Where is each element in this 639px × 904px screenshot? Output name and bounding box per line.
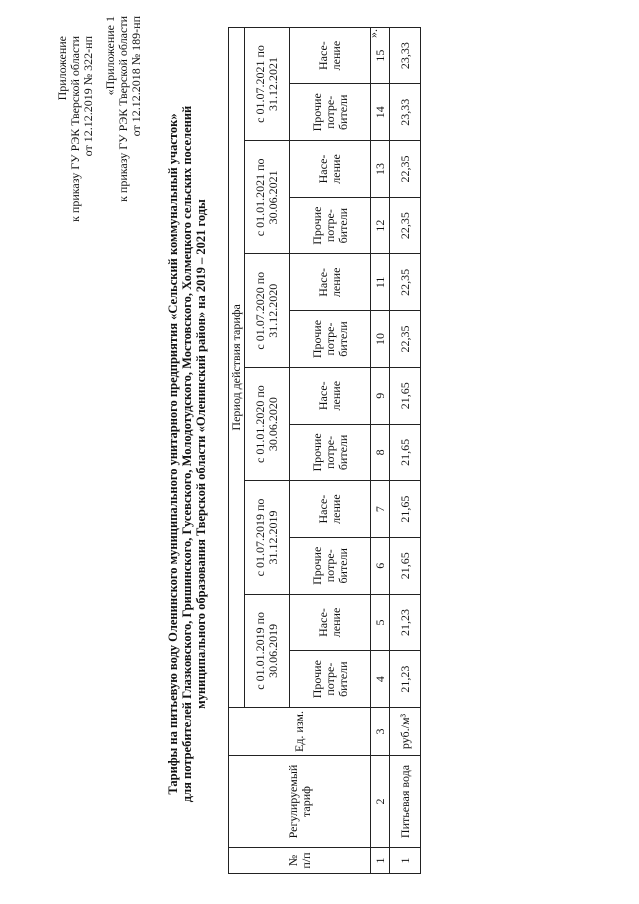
column-index: 4 [371,651,390,708]
period-cell: с 01.01.2020 по 30.06.2020 [245,367,290,480]
consumer-population: Насе-ление [290,254,371,311]
consumer-other: Прочие потре-бители [290,424,371,481]
period-cell: с 01.07.2020 по 31.12.2020 [245,254,290,367]
title-line: Тарифы на питьевую воду Оленинского муниципального унитарного предприятия «Сельский коммунальный участок» [166,113,180,795]
tariff-value: 21,23 [390,594,421,651]
consumer-population: Насе-ление [290,27,371,84]
tariff-value: 22,35 [390,197,421,254]
consumer-other: Прочие потре-бители [290,197,371,254]
column-index: 9 [371,367,390,424]
header-row-period-label [229,27,245,873]
column-index: 11 [371,254,390,311]
title-line: муниципального образования Тверской области «Оленинский район» на 2019 – 2021 годы [194,199,208,709]
column-index: 15 [371,27,390,84]
approval-line: от 12.12.2019 № 322-нп [81,36,95,157]
column-index: 2 [371,756,390,848]
consumer-other: Прочие потре-бители [290,537,371,594]
row-unit: руб./м³ [390,708,421,756]
header-unit: Ед. изм. [229,708,371,756]
approval-line: к приказу ГУ РЭК Тверской области [116,16,130,202]
tariff-value: 22,35 [390,141,421,198]
approval-line: Приложение [55,36,69,101]
period-cell: с 01.07.2019 по 31.12.2019 [245,481,290,594]
row-tariff: Питьевая вода [390,756,421,848]
period-cell: с 01.07.2021 по 31.12.2021 [245,27,290,140]
title-line: для потребителей Глазковского, Гришинского, Гусевского, Молодотудского, Мостовского, Холмецкого сельских поселений [180,105,194,803]
tariff-value: 21,65 [390,367,421,424]
approval-line: к приказу ГУ РЭК Тверской области [68,36,82,222]
tariff-value: 22,35 [390,311,421,368]
row-number: 1 [390,848,421,874]
header-number: № п/п [229,848,371,874]
tariff-value: 21,65 [390,537,421,594]
column-index-row [371,27,390,873]
tariff-value: 22,35 [390,254,421,311]
column-index: 6 [371,537,390,594]
closing-quote-mark: ». [366,29,380,38]
column-index: 5 [371,594,390,651]
tariff-value: 21,23 [390,651,421,708]
consumer-other: Прочие потре-бители [290,651,371,708]
consumer-population: Насе-ление [290,594,371,651]
header-period: Период действия тарифа [229,27,245,707]
tariff-value: 21,65 [390,481,421,538]
tariff-table [228,27,421,874]
column-index: 13 [371,141,390,198]
header-tariff: Регулируемый тариф [229,756,371,848]
document-title [166,44,208,864]
consumer-other: Прочие потре-бители [290,84,371,141]
consumer-population: Насе-ление [290,481,371,538]
column-index: 8 [371,424,390,481]
approval-stamp-previous [104,16,143,202]
period-cell: с 01.01.2021 по 30.06.2021 [245,141,290,254]
consumer-population: Насе-ление [290,367,371,424]
period-cell: с 01.01.2019 по 30.06.2019 [245,594,290,707]
column-index: 1 [371,848,390,874]
tariff-value: 21,65 [390,424,421,481]
column-index: 10 [371,311,390,368]
tariff-value: 23,33 [390,27,421,84]
approval-stamp-current [56,36,95,222]
table-row [390,27,421,873]
column-index: 12 [371,197,390,254]
approval-line: «Приложение 1 [103,16,117,96]
column-index: 14 [371,84,390,141]
approval-line: от 12.12.2018 № 189-нп [129,16,143,137]
consumer-population: Насе-ление [290,141,371,198]
tariff-value: 23,33 [390,84,421,141]
column-index: 7 [371,481,390,538]
column-index: 3 [371,708,390,756]
consumer-other: Прочие потре-бители [290,311,371,368]
